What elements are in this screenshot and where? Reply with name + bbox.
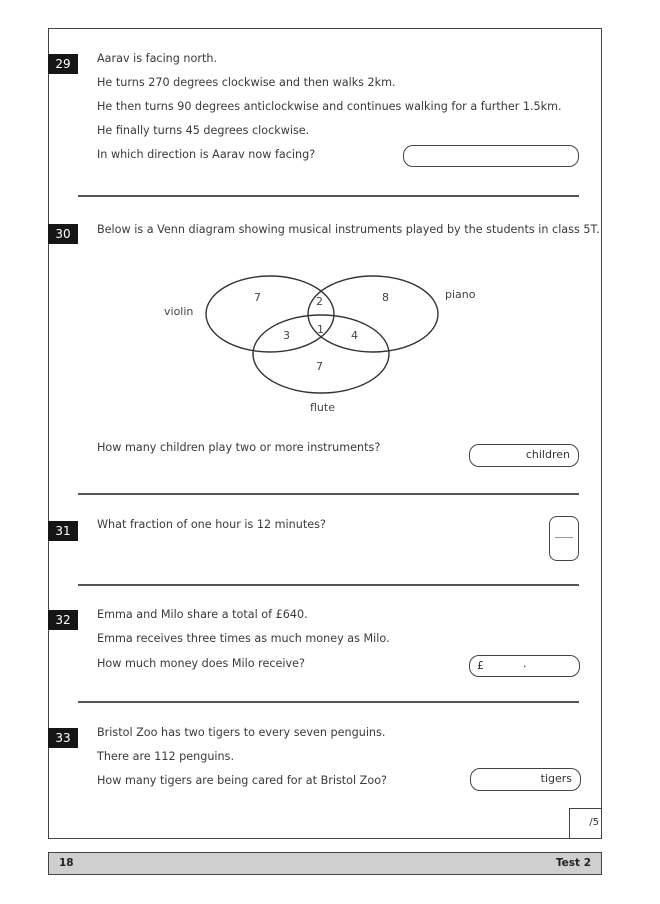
q33-answer-box[interactable]: [470, 768, 581, 791]
venn-violin-piano: 2: [316, 295, 323, 308]
q32-line-3: How much money does Milo receive?: [97, 657, 305, 670]
venn-all-three: 1: [317, 323, 324, 336]
venn-piano-flute: 4: [351, 329, 358, 342]
q31-fraction-answer-box[interactable]: [549, 516, 579, 561]
venn-diagram: [150, 268, 476, 418]
divider-32-33: [78, 701, 579, 703]
page-score-box: /5: [569, 808, 602, 839]
q29-line-1: Aarav is facing north.: [97, 52, 218, 65]
venn-flute-only: 7: [316, 360, 323, 373]
piano-label: piano: [445, 288, 476, 301]
divider-29-30: [78, 195, 579, 197]
q30-answer-unit: children: [525, 448, 570, 461]
question-number-30: 30: [48, 224, 78, 244]
q32-line-1: Emma and Milo share a total of £640.: [97, 608, 308, 621]
flute-label: flute: [310, 401, 335, 414]
q31-question: What fraction of one hour is 12 minutes?: [97, 518, 326, 531]
q33-answer-unit: tigers: [540, 772, 572, 785]
question-number-33: 33: [48, 728, 78, 748]
footer-page-number: 18: [59, 857, 74, 869]
fraction-bar: [555, 537, 573, 538]
question-number-29: 29: [48, 54, 78, 74]
q32-answer-box[interactable]: [469, 655, 580, 677]
question-number-31: 31: [48, 521, 78, 541]
venn-violin-flute: 3: [283, 329, 290, 342]
violin-label: violin: [164, 305, 194, 318]
q29-line-5: In which direction is Aarav now facing?: [97, 148, 316, 161]
q32-line-2: Emma receives three times as much money as Milo.: [97, 632, 390, 645]
piano-circle: [308, 276, 438, 352]
q29-line-3: He then turns 90 degrees anticlockwise and continues walking for a further 1.5km.: [97, 100, 562, 113]
footer-test-name: Test 2: [555, 857, 591, 869]
q30-answer-box[interactable]: [469, 444, 579, 467]
q29-line-2: He turns 270 degrees clockwise and then walks 2km.: [97, 76, 396, 89]
divider-31-32: [78, 584, 579, 586]
venn-violin-only: 7: [254, 291, 261, 304]
divider-30-31: [78, 493, 579, 495]
q33-line-1: Bristol Zoo has two tigers to every seven penguins.: [97, 726, 386, 739]
q32-pound-sign: £: [477, 659, 484, 672]
q29-line-4: He finally turns 45 degrees clockwise.: [97, 124, 310, 137]
q33-line-2: There are 112 penguins.: [97, 750, 235, 763]
q33-line-3: How many tigers are being cared for at Bristol Zoo?: [97, 774, 387, 787]
venn-piano-only: 8: [382, 291, 389, 304]
q30-question: How many children play two or more instruments?: [97, 441, 381, 454]
q29-answer-box[interactable]: [403, 145, 579, 167]
q30-intro: Below is a Venn diagram showing musical instruments played by the students in class 5T.: [97, 223, 600, 236]
q32-decimal-point: .: [523, 657, 527, 670]
violin-circle: [206, 276, 334, 352]
page-footer: [48, 852, 602, 875]
question-number-32: 32: [48, 610, 78, 630]
